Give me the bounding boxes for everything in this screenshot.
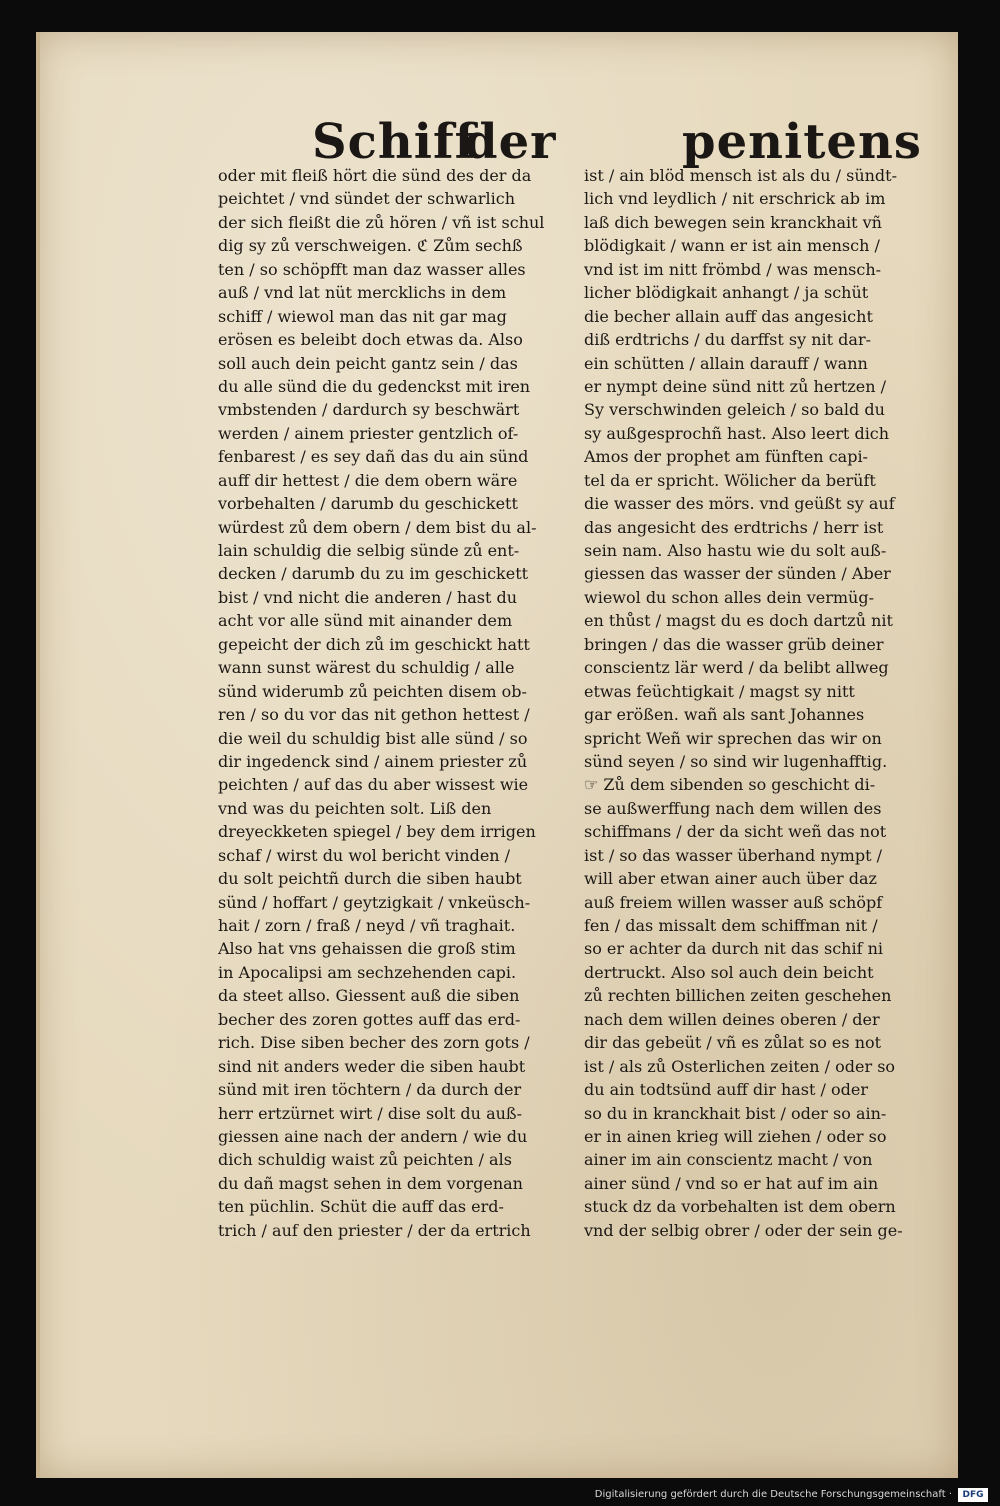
text-line: so er achter da durch nit das schif ni <box>584 939 884 959</box>
digitization-footer <box>0 1486 1000 1506</box>
text-line: giessen das wasser der sünden / Aber <box>584 564 891 584</box>
text-line: vorbehalten / darumb du geschickett <box>218 494 518 514</box>
running-head-word: der <box>464 114 557 170</box>
text-line: auß / vnd lat nüt mercklichs in dem <box>218 283 507 303</box>
text-line: ist / ain blöd mensch ist als du / sündt- <box>584 166 897 185</box>
text-line: du solt peichtñ durch die siben haubt <box>218 869 522 889</box>
text-line: wann sunst wärest du schuldig / alle <box>218 658 515 678</box>
text-column-left <box>218 164 578 1242</box>
text-line: die weil du schuldig bist alle sünd / so <box>218 728 528 748</box>
text-line: herr ertzürnet wirt / dise solt du auß- <box>218 1103 522 1123</box>
text-line: en thůst / magst du es doch dartzů nit <box>584 611 893 631</box>
text-line: nach dem willen deines oberen / der <box>584 1009 880 1029</box>
text-line: wiewol du schon alles dein vermüg- <box>584 587 874 607</box>
text-line: vmbstenden / dardurch sy beschwärt <box>218 400 520 420</box>
text-line: so du in kranckhait bist / oder so ain- <box>584 1103 887 1123</box>
text-line: ten / so schöpfft man daz wasser alles <box>218 259 526 279</box>
text-line: dertruckt. Also sol auch dein beicht <box>584 962 874 982</box>
text-line: fenbarest / es sey dañ das du ain sünd <box>218 447 529 467</box>
text-line: gepeicht der dich zů im geschickt hatt <box>218 634 530 654</box>
text-line: se außwerffung nach dem willen des <box>584 798 882 818</box>
text-line: sünd / hoffart / geytzigkait / vnkeüsch- <box>218 892 531 912</box>
text-line: sind nit anders weder die siben haubt <box>218 1056 526 1076</box>
text-line: ainer sünd / vnd so er hat auf im ain <box>584 1173 879 1193</box>
text-line: die becher allain auff das angesicht <box>584 306 873 326</box>
text-line: dig sy zů verschweigen. ℭ Zům sechß <box>218 236 523 256</box>
text-line: lich vnd leydlich / nit erschrick ab im <box>584 189 886 209</box>
text-line: will aber etwan ainer auch über daz <box>584 869 877 889</box>
text-line: ist / als zů Osterlichen zeiten / oder so <box>584 1056 896 1076</box>
text-line: schiffmans / der da sicht weñ das not <box>584 822 887 842</box>
text-line: rich. Dise siben becher des zorn gots / <box>218 1033 530 1053</box>
footer-credit: Digitalisierung gefördert durch die Deutsche Forschungsgemeinschaft · <box>594 1489 952 1500</box>
text-line: auß freiem willen wasser auß schöpf <box>584 892 883 912</box>
text-line: auff dir hettest / die dem obern wäre <box>218 470 518 490</box>
text-line: er nympt deine sünd nitt zů hertzen / <box>584 376 887 396</box>
text-line: schaf / wirst du wol bericht vinden / <box>218 845 511 865</box>
text-line: peichtet / vnd sündet der schwarlich <box>218 189 516 209</box>
text-line: Sy verschwinden geleich / so bald du <box>584 400 885 420</box>
text-line: ten püchlin. Schüt die auff das erd- <box>218 1197 504 1217</box>
text-line: dich schuldig waist zů peichten / als <box>218 1150 512 1170</box>
text-line: stuck dz da vorbehalten ist dem obern <box>584 1197 896 1217</box>
text-line: sünd mit iren töchtern / da durch der <box>218 1080 522 1100</box>
running-head-word: penitens <box>682 114 922 170</box>
text-line: spricht Weñ wir sprechen das wir on <box>584 728 882 748</box>
text-line: erösen es beleibt doch etwas da. Also <box>218 330 523 350</box>
text-line: oder mit fleiß hört die sünd des der da <box>218 166 532 185</box>
dfg-logo: DFG <box>958 1488 988 1502</box>
text-line: schiff / wiewol man das nit gar mag <box>218 306 507 326</box>
text-line: Amos der prophet am fünften capi- <box>584 447 868 467</box>
text-line: tel da er spricht. Wölicher da berüft <box>584 470 876 490</box>
text-line: bist / vnd nicht die anderen / hast du <box>218 587 518 607</box>
text-line: soll auch dein peicht gantz sein / das <box>218 353 518 373</box>
text-line: dir das gebeüt / vñ es zůlat so es not <box>584 1033 882 1053</box>
text-line: etwas feüchtigkait / magst sy nitt <box>584 681 855 701</box>
text-line: diß erdtrichs / du darffst sy nit dar- <box>584 330 871 350</box>
text-line: zů rechten billichen zeiten geschehen <box>584 986 892 1006</box>
text-line: das angesicht des erdtrichs / herr ist <box>584 517 884 537</box>
text-line: acht vor alle sünd mit ainander dem <box>218 611 513 631</box>
text-line: sy außgesprochñ hast. Also leert dich <box>584 423 890 443</box>
text-column-right <box>584 164 944 1242</box>
page-edge <box>36 32 40 1478</box>
text-line: dir ingedenck sind / ainem priester zů <box>218 751 528 771</box>
text-line: blödigkait / wann er ist ain mensch / <box>584 236 880 256</box>
text-line: ainer im ain conscientz macht / von <box>584 1150 873 1170</box>
text-line: conscientz lär werd / da belibt allweg <box>584 658 889 678</box>
text-line: werden / ainem priester gentzlich of- <box>218 423 519 443</box>
text-line: der sich fleißt die zů hören / vñ ist schul <box>218 212 545 232</box>
text-line: vnd ist im nitt frömbd / was mensch- <box>584 259 882 279</box>
text-line: vnd der selbig obrer / oder der sein ge- <box>584 1220 903 1240</box>
text-line: fen / das missalt dem schiffman nit / <box>584 916 878 935</box>
text-line: würdest zů dem obern / dem bist du al- <box>218 517 537 537</box>
text-line: ren / so du vor das nit gethon hettest / <box>218 705 530 725</box>
text-line: bringen / das die wasser grüb deiner <box>584 634 884 654</box>
text-line: trich / auf den priester / der da ertrich <box>218 1220 531 1240</box>
text-line: Also hat vns gehaissen die groß stim <box>218 939 516 959</box>
text-line: er in ainen krieg will ziehen / oder so <box>584 1126 887 1146</box>
text-line: peichten / auf das du aber wissest wie <box>218 775 529 795</box>
text-line: becher des zoren gottes auff das erd- <box>218 1009 521 1029</box>
text-line: du dañ magst sehen in dem vorgenan <box>218 1173 523 1193</box>
text-line: da steet allso. Giessent auß die siben <box>218 986 520 1006</box>
text-line: in Apocalipsi am sechzehenden capi. <box>218 962 517 982</box>
text-line: licher blödigkait anhangt / ja schüt <box>584 283 869 303</box>
text-line: sünd seyen / so sind wir lugenhafftig. <box>584 751 888 771</box>
text-line: lain schuldig die selbig sünde zů ent- <box>218 541 520 560</box>
text-line: gar erößen. wañ als sant Johannes <box>584 705 865 725</box>
text-line: laß dich bewegen sein kranckhait vñ <box>584 212 882 232</box>
text-line: dreyeckketen spiegel / bey dem irrigen <box>218 822 536 842</box>
text-line: sünd widerumb zů peichten disem ob- <box>218 681 527 701</box>
text-line: hait / zorn / fraß / neyd / vñ traghait. <box>218 916 516 935</box>
text-line: giessen aine nach der andern / wie du <box>218 1126 528 1146</box>
text-line: du alle sünd die du gedenckst mit iren <box>218 376 531 396</box>
text-line: die wasser des mörs. vnd geüßt sy auf <box>584 494 895 514</box>
text-line: ein schütten / allain darauff / wann <box>584 353 868 373</box>
text-line: ist / so das wasser überhand nympt / <box>584 845 882 865</box>
text-line: vnd was du peichten solt. Liß den <box>218 798 492 818</box>
text-line: ☞ Zů dem sibenden so geschicht di- <box>584 775 876 795</box>
text-line: sein nam. Also hastu wie du solt auß- <box>584 541 887 560</box>
text-line: decken / darumb du zu im geschickett <box>218 564 529 584</box>
running-head-word: Schiff <box>312 114 477 170</box>
text-line: du ain todtsünd auff dir hast / oder <box>584 1080 868 1100</box>
